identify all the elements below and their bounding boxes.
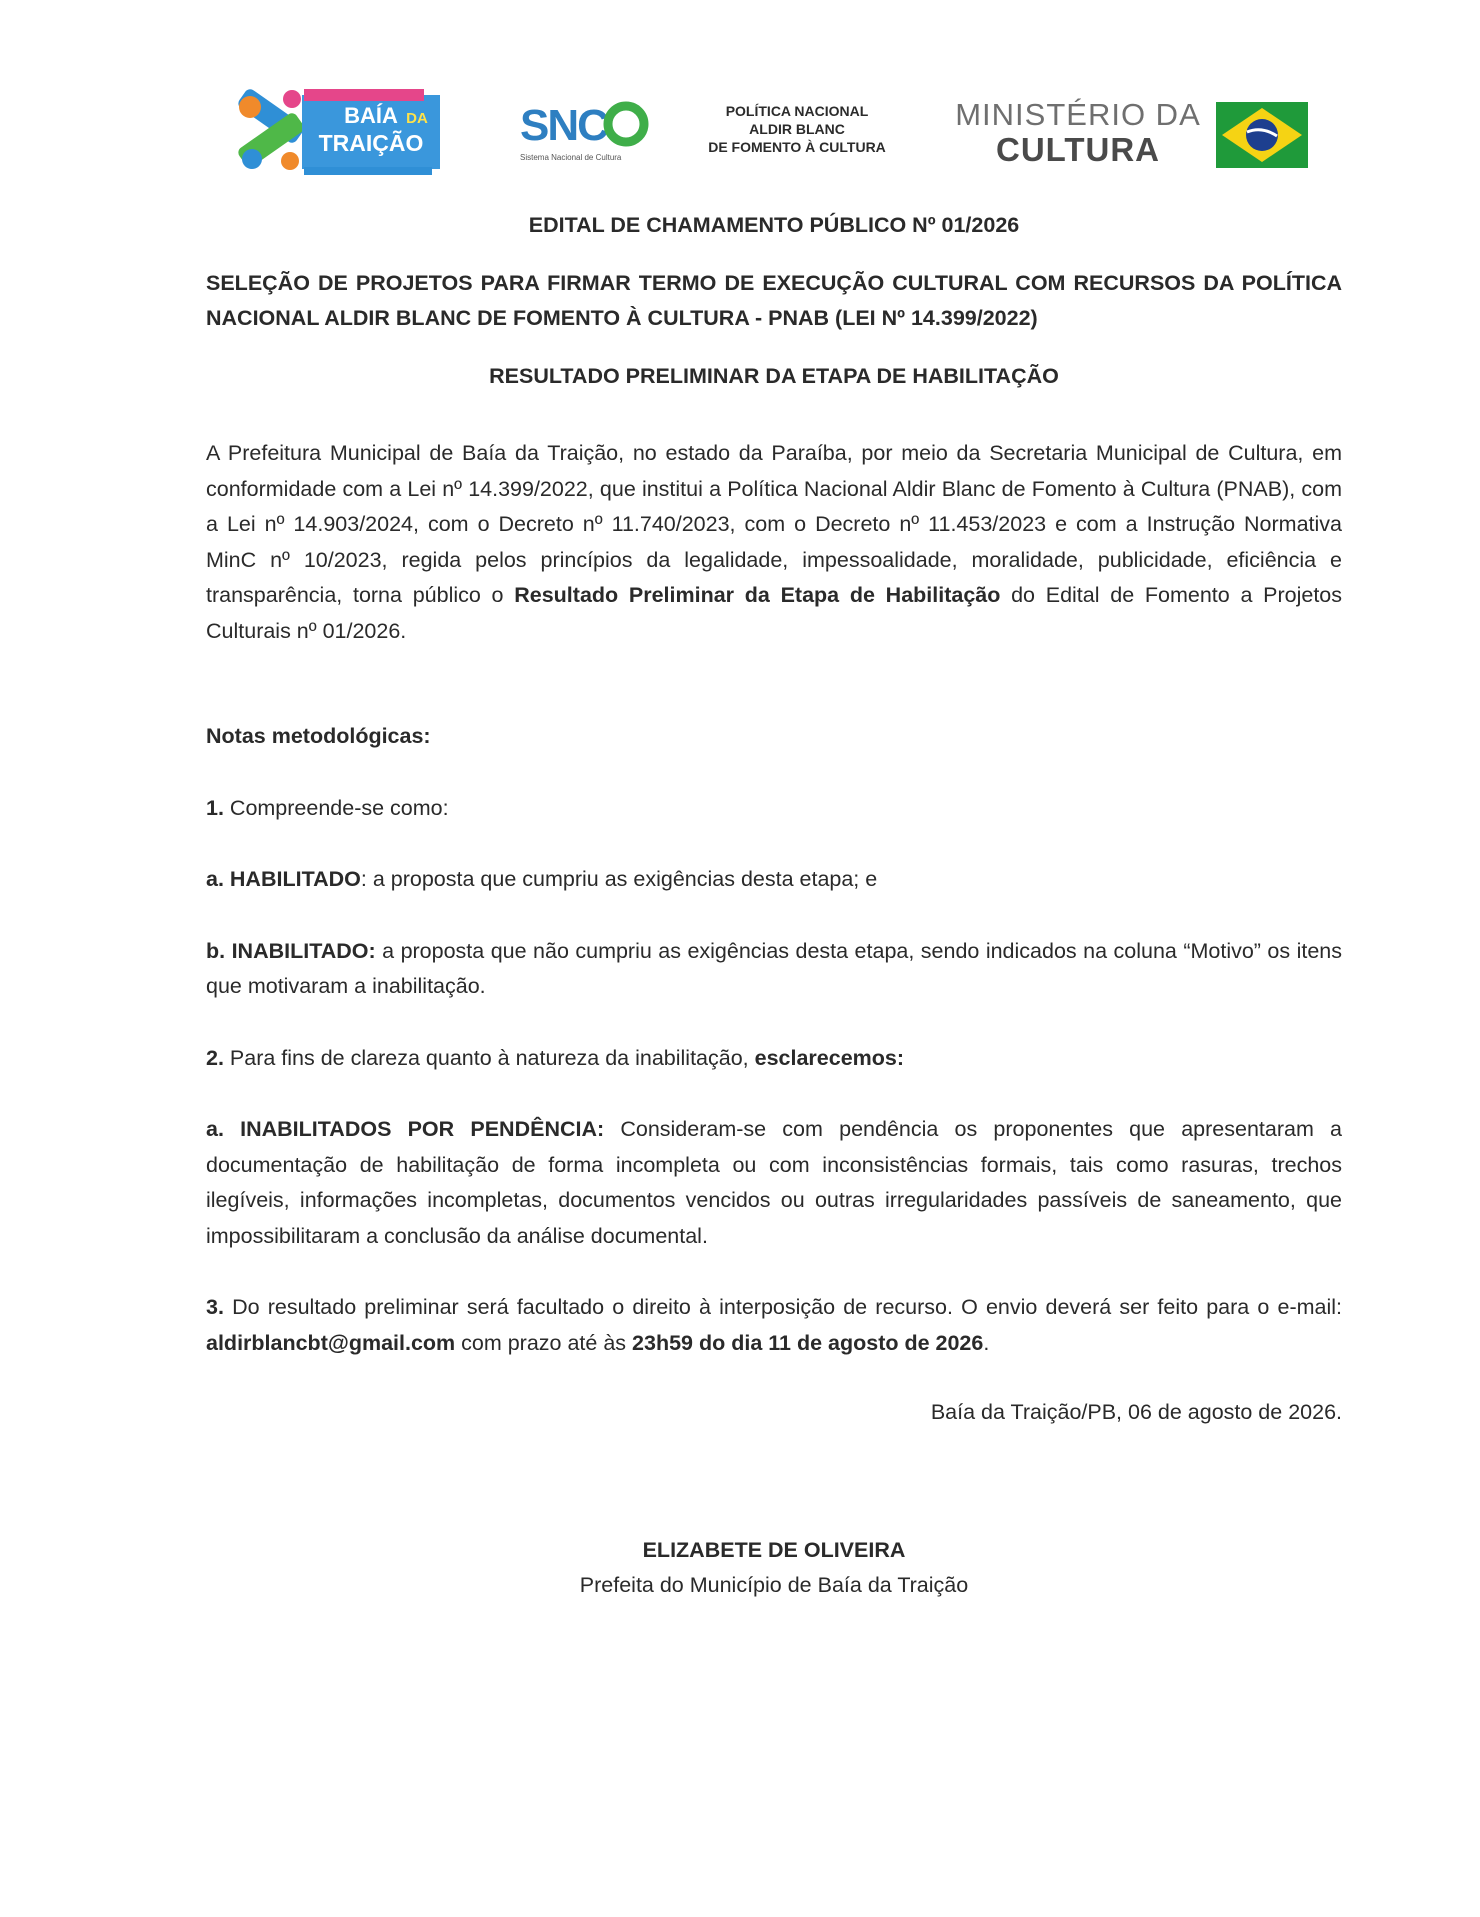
item-3-paragraph <box>206 1290 1342 1361</box>
signer-role: Prefeita do Município de Baía da Traição <box>579 1573 969 1597</box>
item-b-text: a proposta que não cumpriu as exigências desta etapa, sendo indicados na coluna “Motivo” os itens que motivaram a inabilitação. <box>206 938 1343 998</box>
item-2-paragraph <box>206 1041 1342 1077</box>
signature-block <box>206 1533 1342 1604</box>
item-2-text: Para fins de clareza quanto à natureza da inabilitação, <box>223 1045 755 1070</box>
snc-letters: SNC <box>520 101 607 150</box>
item-b-paragraph <box>206 934 1342 1005</box>
item-2-bold: esclarecemos: <box>754 1045 905 1070</box>
baia-da-traicao-logo <box>232 85 444 177</box>
intro-text-2: do Edital de Fomento a Projetos Culturais nº 01/2026. <box>206 583 1342 643</box>
ministerio-line-2: CULTURA <box>995 131 1161 168</box>
item-a-label: a. HABILITADO <box>206 867 361 891</box>
notas-metodologicas-title: Notas metodológicas: <box>206 724 431 748</box>
edital-title: EDITAL DE CHAMAMENTO PÚBLICO Nº 01/2026 <box>528 213 1020 237</box>
item-2a-paragraph <box>206 1112 1342 1254</box>
snc-logo <box>516 96 652 166</box>
item-b-label: b. INABILITADO: <box>206 938 376 963</box>
letterhead <box>0 0 1480 200</box>
signer-name: ELIZABETE DE OLIVEIRA <box>642 1537 906 1562</box>
item-2-number: 2. <box>206 1045 224 1070</box>
logo-baia-word2: DA <box>406 110 428 127</box>
item-1-paragraph <box>206 791 1342 827</box>
snc-caption: Sistema Nacional de Cultura <box>520 153 622 162</box>
item-1-number: 1. <box>206 795 224 820</box>
item-3-mid: com prazo até às <box>455 1330 633 1355</box>
deadline-text: 23h59 do dia 11 de agosto de 2026 <box>632 1330 984 1355</box>
item-2a-text: Consideram-se com pendência os proponentes que apresentaram a documentação de habilitação de forma incompleta ou com inconsistências formais, tais como rasuras, trechos ilegíveis, informações incompletas, documentos vencidos ou outras irregularidades passíveis de saneamento, que impossibilitaram a conclusão da análise documental. <box>206 1117 1342 1248</box>
item-a-text: : a proposta que cumpriu as exigências desta etapa; e <box>360 867 878 891</box>
date-line: Baía da Traição/PB, 06 de agosto de 2026. <box>930 1400 1342 1424</box>
pnab-line-3: DE FOMENTO À CULTURA <box>708 139 886 155</box>
pnab-line-2: ALDIR BLANC <box>749 121 845 137</box>
intro-paragraph <box>206 436 1342 649</box>
item-3-end: . <box>983 1330 990 1355</box>
item-a-paragraph <box>206 862 1342 898</box>
pnab-logo-text <box>672 102 922 156</box>
logo-baia-word3: TRAIÇÃO <box>318 130 424 156</box>
ministerio-da-cultura-logo <box>948 98 1208 168</box>
pnab-line-1: POLÍTICA NACIONAL <box>725 103 869 119</box>
ministerio-line-1: MINISTÉRIO DA <box>955 97 1201 132</box>
intro-text-1: A Prefeitura Municipal de Baía da Traição, no estado da Paraíba, por meio da Secretaria Municipal de Cultura, em conformidade com a Lei nº 14.399/2022, que institui a Política Nacional Aldir Blanc de Fomento à Cultura (PNAB), com a Lei nº 14.903/2024, com o Decreto nº 11.740/2023, com o Decreto nº 11.453/2023 e com a Instrução Normativa MinC nº 10/2023, regida pelos princípios da legalidade, impessoalidade, moralidade, publicidade, eficiência e transparência, torna público o <box>206 441 1342 607</box>
resultado-title: RESULTADO PRELIMINAR DA ETAPA DE HABILITAÇÃO <box>489 363 1059 388</box>
intro-bold-text: Resultado Preliminar da Etapa de Habilitação <box>514 583 1001 607</box>
brazil-flag-icon <box>1216 102 1308 168</box>
document-body <box>206 208 1342 1604</box>
selecao-heading: SELEÇÃO DE PROJETOS PARA FIRMAR TERMO DE EXECUÇÃO CULTURAL COM RECURSOS DA POLÍTICA NACIONAL ALDIR BLANC DE FOMENTO À CULTURA - PNAB (LEI Nº 14.399/2022) <box>206 270 1342 330</box>
item-2a-label: a. INABILITADOS POR PENDÊNCIA: <box>206 1117 605 1141</box>
item-1-text: Compreende-se como: <box>223 795 449 820</box>
item-3-number: 3. <box>206 1295 224 1319</box>
contact-email: aldirblancbt@gmail.com <box>206 1330 456 1355</box>
item-3-text: Do resultado preliminar será facultado o direito à interposição de recurso. O envio deverá ser feito para o e-mail: <box>223 1295 1342 1319</box>
logo-baia-word1: BAÍA <box>344 103 398 128</box>
